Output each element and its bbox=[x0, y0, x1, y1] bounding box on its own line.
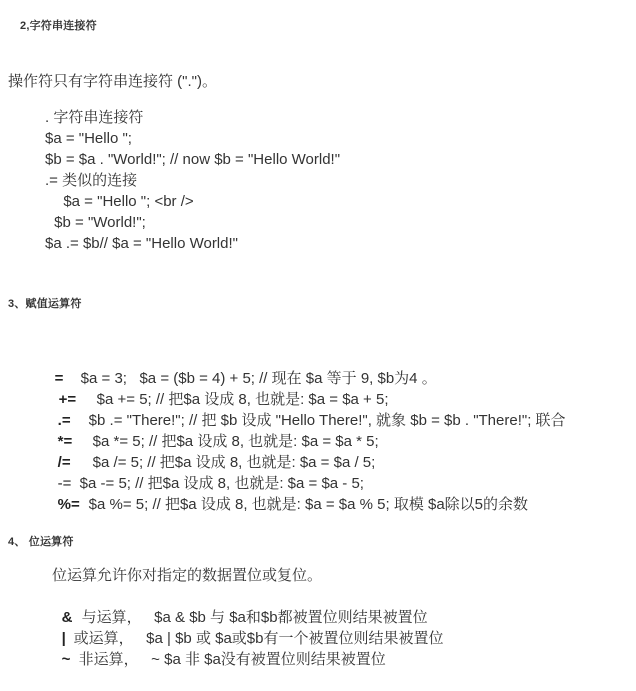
bitwise-operators-list bbox=[45, 586, 444, 668]
section-4-title: 4、 位运算符 bbox=[8, 536, 74, 548]
operator-description: $a %= 5; // 把$a 设成 8, 也就是: $a = $a % 5; 取模 $a除以5的余数 bbox=[88, 496, 529, 513]
operator-symbol: .= bbox=[57, 412, 71, 429]
operator-symbol: /= bbox=[57, 454, 71, 471]
operator-symbol: += bbox=[58, 391, 77, 408]
section-4-intro: 位运算允许你对指定的数据置位或复位。 bbox=[52, 567, 323, 584]
operator-description: $a /= 5; // 把$a 设成 8, 也就是: $a = $a / 5; bbox=[92, 454, 376, 471]
operator-symbol: -= bbox=[57, 475, 72, 492]
section-2-code-block bbox=[45, 107, 340, 254]
code-line: $a = "Hello "; bbox=[45, 130, 132, 147]
code-line: $b = $a . "World!"; // now $b = "Hello World!" bbox=[45, 151, 341, 168]
assignment-row bbox=[38, 347, 566, 387]
code-line: $a = "Hello "; <br /> bbox=[55, 193, 194, 210]
operator-description: $b .= "There!"; // 把 $b 设成 "Hello There!", 就象 $b = $b . "There!"; 联合 bbox=[88, 412, 566, 429]
section-2-intro: 操作符只有字符串连接符 (".")。 bbox=[8, 73, 217, 90]
code-line: . 字符串连接符 bbox=[45, 109, 144, 126]
code-line: $a .= $b// $a = "Hello World!" bbox=[45, 235, 238, 252]
code-line: .= 类似的连接 bbox=[45, 172, 138, 189]
operator-description: 或运算， $a | $b 或 $a或$b有一个被置位则结果被置位 bbox=[73, 630, 444, 647]
operator-symbol: *= bbox=[57, 433, 73, 450]
operator-description: 与运算， $a & $b 与 $a和$b都被置位则结果被置位 bbox=[81, 609, 428, 626]
section-3-title: 3、赋值运算符 bbox=[8, 298, 82, 310]
operator-description: 非运算， ~ $a 非 $a没有被置位则结果被置位 bbox=[78, 651, 386, 668]
assignment-operators-list bbox=[38, 347, 566, 513]
operator-symbol: ~ bbox=[61, 651, 71, 668]
operator-description: $a = 3; $a = ($b = 4) + 5; // 现在 $a 等于 9, $b为4 。 bbox=[80, 370, 437, 387]
operator-symbol: = bbox=[54, 370, 64, 387]
operator-symbol: & bbox=[61, 609, 73, 626]
operator-description: $a -= 5; // 把$a 设成 8, 也就是: $a = $a - 5; bbox=[79, 475, 364, 492]
code-line: $b = "World!"; bbox=[50, 214, 146, 231]
bitwise-row bbox=[45, 586, 443, 626]
operator-symbol: %= bbox=[57, 496, 80, 513]
operator-description: $a *= 5; // 把$a 设成 8, 也就是: $a = $a * 5; bbox=[92, 433, 379, 450]
section-2-title: 2,字符串连接符 bbox=[20, 20, 97, 32]
operator-symbol: | bbox=[61, 630, 66, 647]
operator-description: $a += 5; // 把$a 设成 8, 也就是: $a = $a + 5; bbox=[96, 391, 389, 408]
